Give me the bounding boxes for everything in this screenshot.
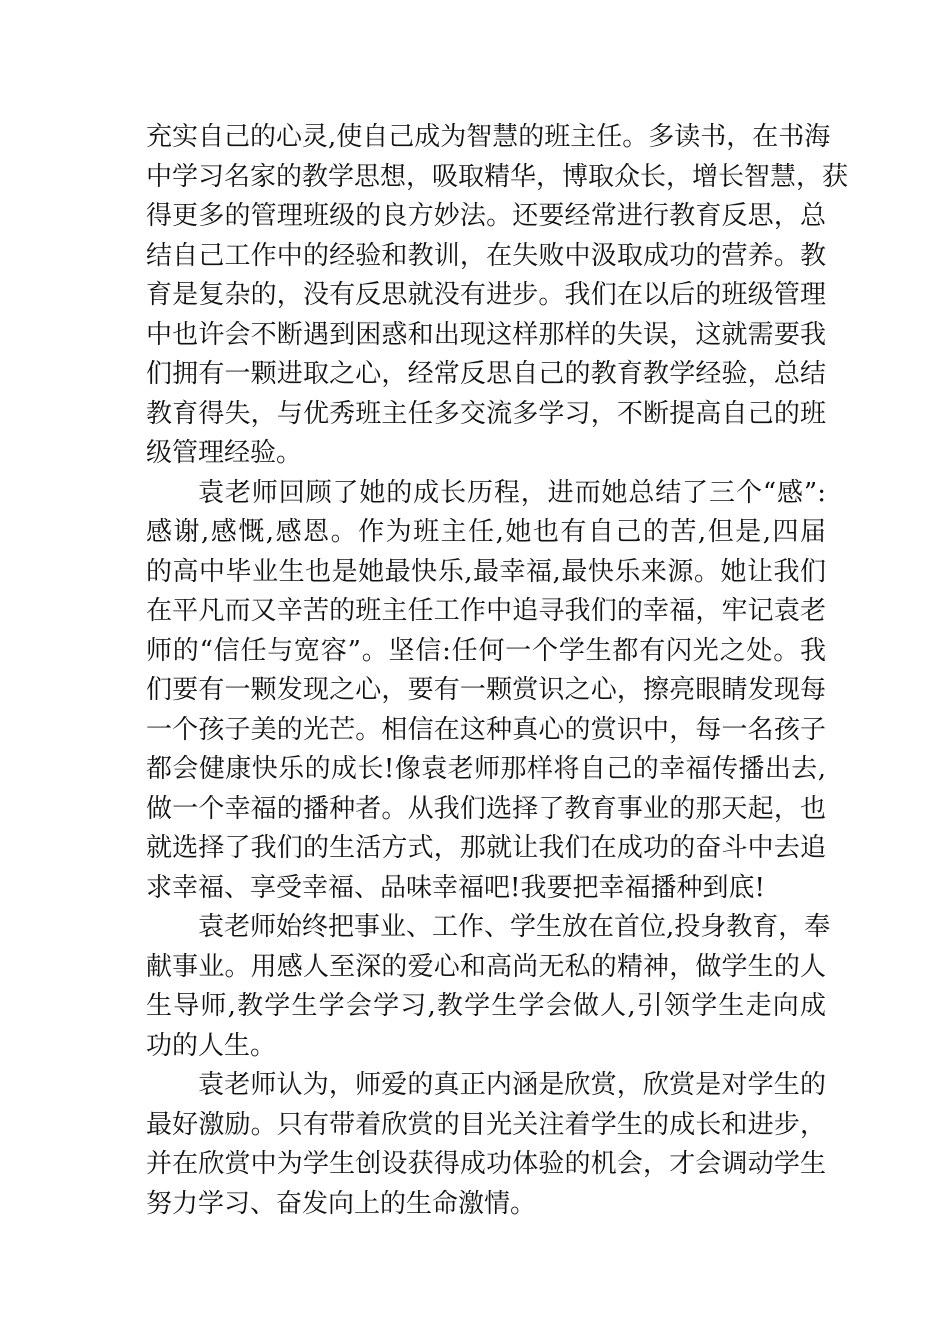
document-page [146, 118, 849, 1224]
paragraph-1 [146, 118, 849, 474]
text-line: 在平凡而又辛苦的班主任工作中追寻我们的幸福，牢记袁老 [146, 596, 826, 626]
text-line: 就选择了我们的生活方式，那就让我们在成功的奋斗中去追 [146, 833, 826, 863]
text-line: 生导师,教学生学会学习,教学生学会做人,引领学生走向成 [146, 991, 826, 1021]
text-line: 结自己工作中的经验和教训，在失败中汲取成功的营养。教 [146, 240, 826, 271]
text-line: 师的“信任与宽容”。坚信:任何一个学生都有闪光之处。我 [146, 635, 826, 666]
text-line: 袁老师始终把事业、工作、学生放在首位,投身教育，奉 [198, 912, 831, 942]
text-line: 做一个幸福的播种者。从我们选择了教育事业的那天起，也 [146, 793, 826, 824]
text-line: 们要有一颗发现之心，要有一颗赏识之心，擦亮眼睛发现每 [146, 675, 826, 705]
text-line: 求幸福、享受幸福、品味幸福吧!我要把幸福播种到底! [146, 872, 765, 903]
text-line: 得更多的管理班级的良方妙法。还要经常进行教育反思，总 [146, 201, 826, 231]
text-line: 袁老师回顾了她的成长历程，进而她总结了三个“感”: [198, 477, 826, 508]
text-line: 级管理经验。 [146, 438, 303, 468]
text-line: 最好激励。只有带着欣赏的目光关注着学生的成长和进步， [146, 1109, 826, 1140]
text-line: 育是复杂的，没有反思就没有进步。我们在以后的班级管理 [146, 280, 826, 310]
text-line: 教育得失，与优秀班主任多交流多学习，不断提高自己的班 [146, 398, 826, 429]
text-line: 中也许会不断遇到困惑和出现这样那样的失误，这就需要我 [146, 319, 826, 350]
text-line: 功的人生。 [146, 1030, 277, 1061]
paragraph-4 [146, 1066, 826, 1224]
text-line: 感谢,感慨,感恩。作为班主任,她也有自己的苦,但是,四届 [146, 517, 826, 547]
paragraph-2 [146, 474, 826, 909]
text-line: 的高中毕业生也是她最快乐,最幸福,最快乐来源。她让我们 [146, 556, 826, 587]
text-line: 中学习名家的教学思想，吸取精华，博取众长，增长智慧，获 [146, 161, 849, 192]
text-line: 们拥有一颗进取之心，经常反思自己的教育教学经验，总结 [146, 359, 826, 389]
paragraph-3 [146, 908, 831, 1066]
text-line: 充实自己的心灵,使自己成为智慧的班主任。多读书，在书海 [146, 122, 831, 152]
text-line: 一个孩子美的光芒。相信在这种真心的赏识中，每一名孩子 [146, 714, 826, 745]
text-line: 并在欣赏中为学生创设获得成功体验的机会，才会调动学生 [146, 1149, 826, 1179]
text-line: 献事业。用感人至深的爱心和高尚无私的精神，做学生的人 [146, 951, 826, 982]
text-line: 努力学习、奋发向上的生命激情。 [146, 1188, 537, 1219]
text-line: 袁老师认为，师爱的真正内涵是欣赏，欣赏是对学生的 [198, 1070, 826, 1100]
text-line: 都会健康快乐的成长!像袁老师那样将自己的幸福传播出去, [146, 754, 826, 784]
